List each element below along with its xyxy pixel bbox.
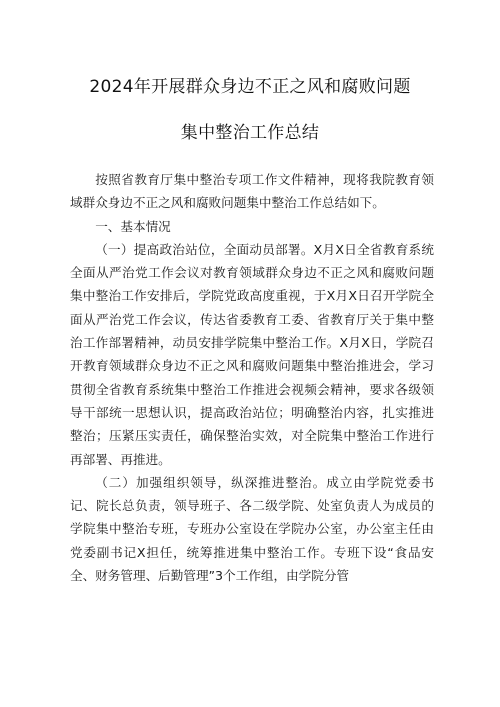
document-body	[70, 168, 434, 587]
paragraph-2	[70, 471, 434, 587]
paragraph-2-lead: （二）加强组织领导，纵深推进整治。	[95, 474, 327, 490]
paragraph-1-lead: （一）提高政治站位，全面动员部署。	[95, 241, 314, 257]
intro-paragraph: 按照省教育厅集中整治专项工作文件精神，现将我院教育领域群众身边不正之风和腐败问题集中整治工作总结如下。	[70, 172, 434, 211]
document-title-line-2: 集中整治工作总结	[180, 123, 320, 143]
paragraph-2-body: 成立由学院党委书记、院长总负责，领导班子、各二级学院、处室负责人为成员的学院集中整治专班，专班办公室设在学院办公室，办公室主任由党委副书记X担任，统筹推进集中整治工作。专班下设“食品安全、财务管理、后勤管理”3个工作组，由学院分管	[70, 474, 435, 584]
document-title-line-1: 2024年开展群众身边不正之风和腐败问题	[89, 77, 411, 97]
paragraph-1-body: X月X日全省教育系统全面从严治党工作会议对教育领域群众身边不正之风和腐败问题集中整治工作安排后，学院党政高度重视，于X月X日召开学院全面从严治党工作会议，传达省委教育工委、省教育厅关于集中整治工作部署精神，动员安排学院集中整治工作。X月X日，学院召开教育领域群众身边不正之风和腐败问题集中整治推进会，学习贯彻全省教育系统集中整治工作推进会视频会精神，要求各级领导干部统一思想认识，提高政治站位；明确整治内容，扎实推进整治；压紧压实责任，确保整治实效，对全院集中整治工作进行再部署、再推进。	[70, 241, 434, 467]
section-heading: 一、基本情况	[95, 218, 171, 234]
paragraph-1	[70, 238, 434, 471]
